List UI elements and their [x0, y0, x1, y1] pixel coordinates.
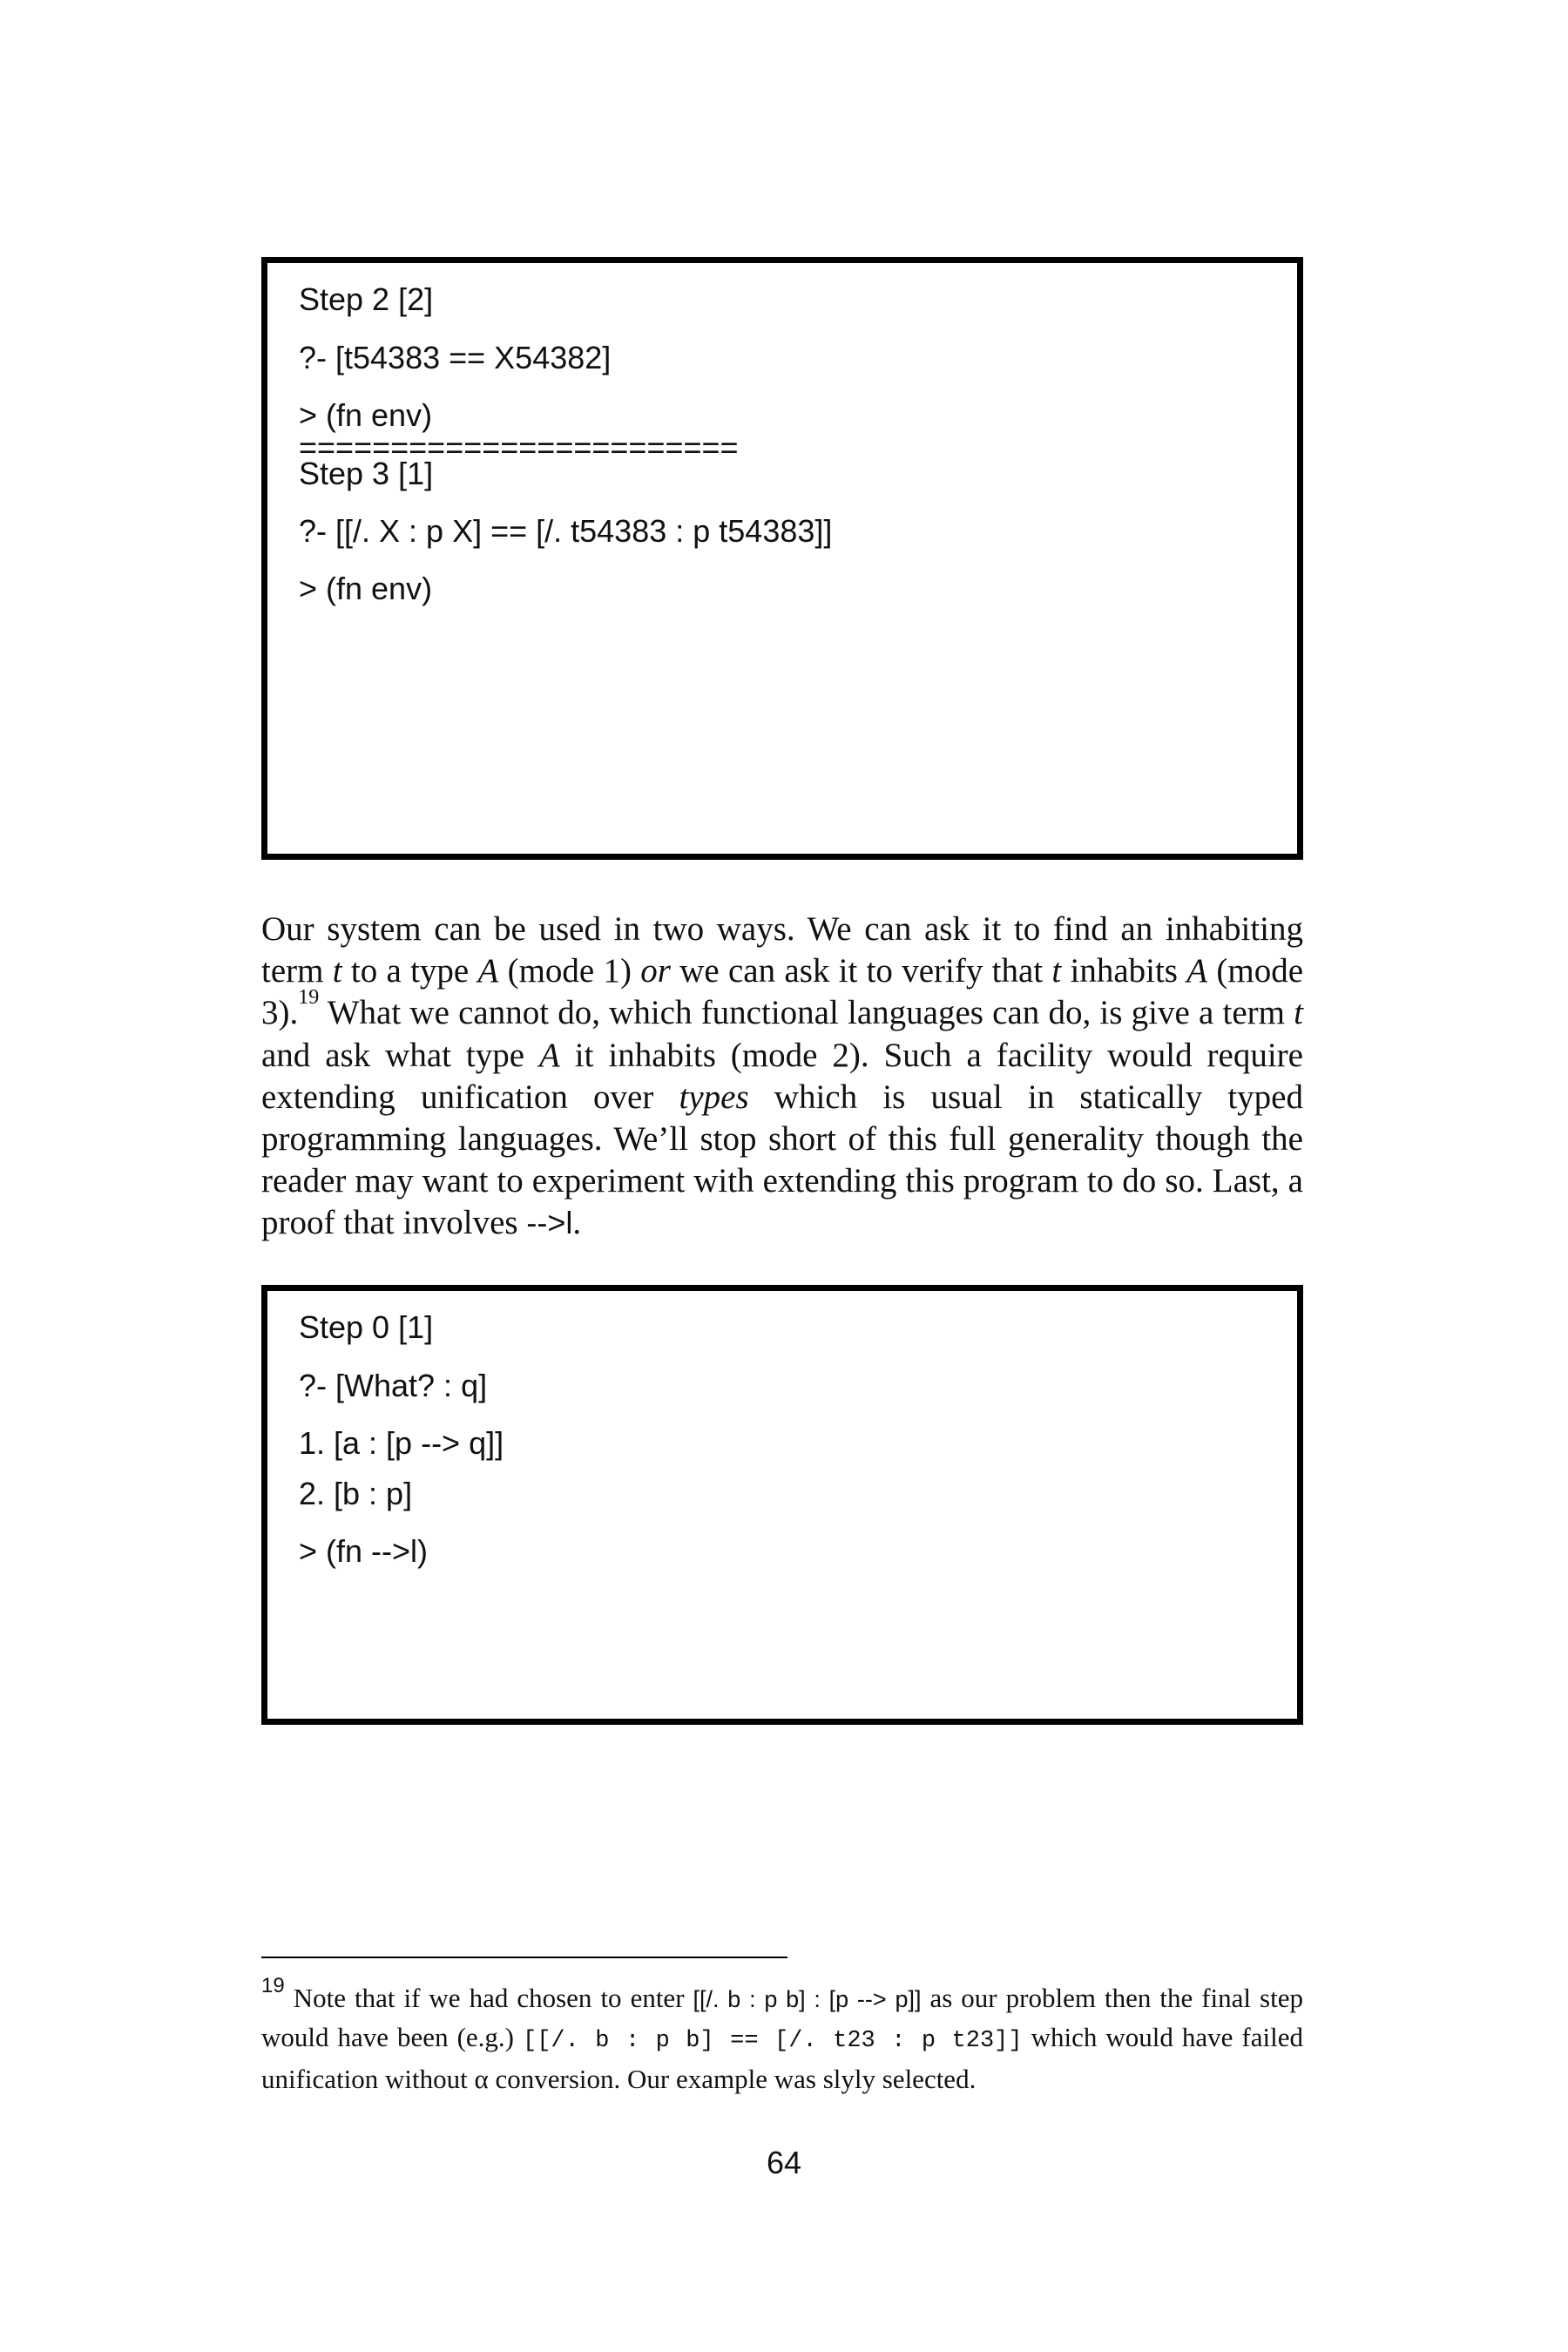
trace-hypothesis-1: 1. [a : [p --> q]] — [299, 1425, 504, 1461]
body-paragraph: Our system can be used in two ways. We can ask it to find an inhabiting term t to a type A (mode 1) or we can ask it to verify that t inhabits A (mode 3).$^{19}$ What we cannot do, which functional languages can do, is give a term t and ask what type A it inhabits (mode 2). Such a facility would require extending unification over types which is usual in statically typed programming languages. We’ll stop short of this full generality though the reader may want to experiment with extending this program to do so. Last, a proof that involves -->l. — [261, 910, 1304, 1242]
proof-trace-box-2 — [261, 1285, 1303, 1725]
trace-line-rule: > (fn env) — [299, 397, 433, 433]
inline-code: -->l — [526, 1205, 573, 1241]
footnote-divider — [261, 1957, 787, 1958]
trace-line-step-3: Step 3 [1] — [299, 456, 434, 491]
footnote-code-2: [[/. b : p b] == [/. t23 : p t23]] — [523, 2028, 1023, 2054]
footnote-reference: 19 — [298, 986, 320, 1010]
trace-line-goal: ?- [t54383 == X54382] — [299, 340, 612, 375]
proof-trace-box-1 — [261, 257, 1303, 860]
trace-line-goal: ?- [[/. X : p X] == [/. t54383 : p t54383]] — [299, 513, 833, 549]
trace-line-step-0: Step 0 [1] — [299, 1309, 434, 1345]
page-number: 64 — [766, 2145, 802, 2180]
footnote-mark: 19 — [261, 1974, 285, 1997]
trace-hypothesis-2: 2. [b : p] — [299, 1476, 413, 1511]
trace-line-rule: > (fn -->l) — [299, 1533, 429, 1569]
trace-separator: ======================== — [299, 429, 739, 465]
footnote: $^{19}$ Note that if we had chosen to enter [[/. b : p b] : [p --> p]] as our problem then the final step would have been (e.g.) [[/. b : p b] == [/. t23 : p t23]] which would have failed unification without α conversion. Our example was slyly selected. — [261, 1974, 1303, 2094]
trace-line-rule: > (fn env) — [299, 571, 433, 606]
trace-line-goal: ?- [What? : q] — [299, 1368, 488, 1403]
trace-line-step-2: Step 2 [2] — [299, 281, 434, 317]
footnote-code-1: [[/. b : p b] : [p --> p]] — [693, 1986, 922, 2012]
